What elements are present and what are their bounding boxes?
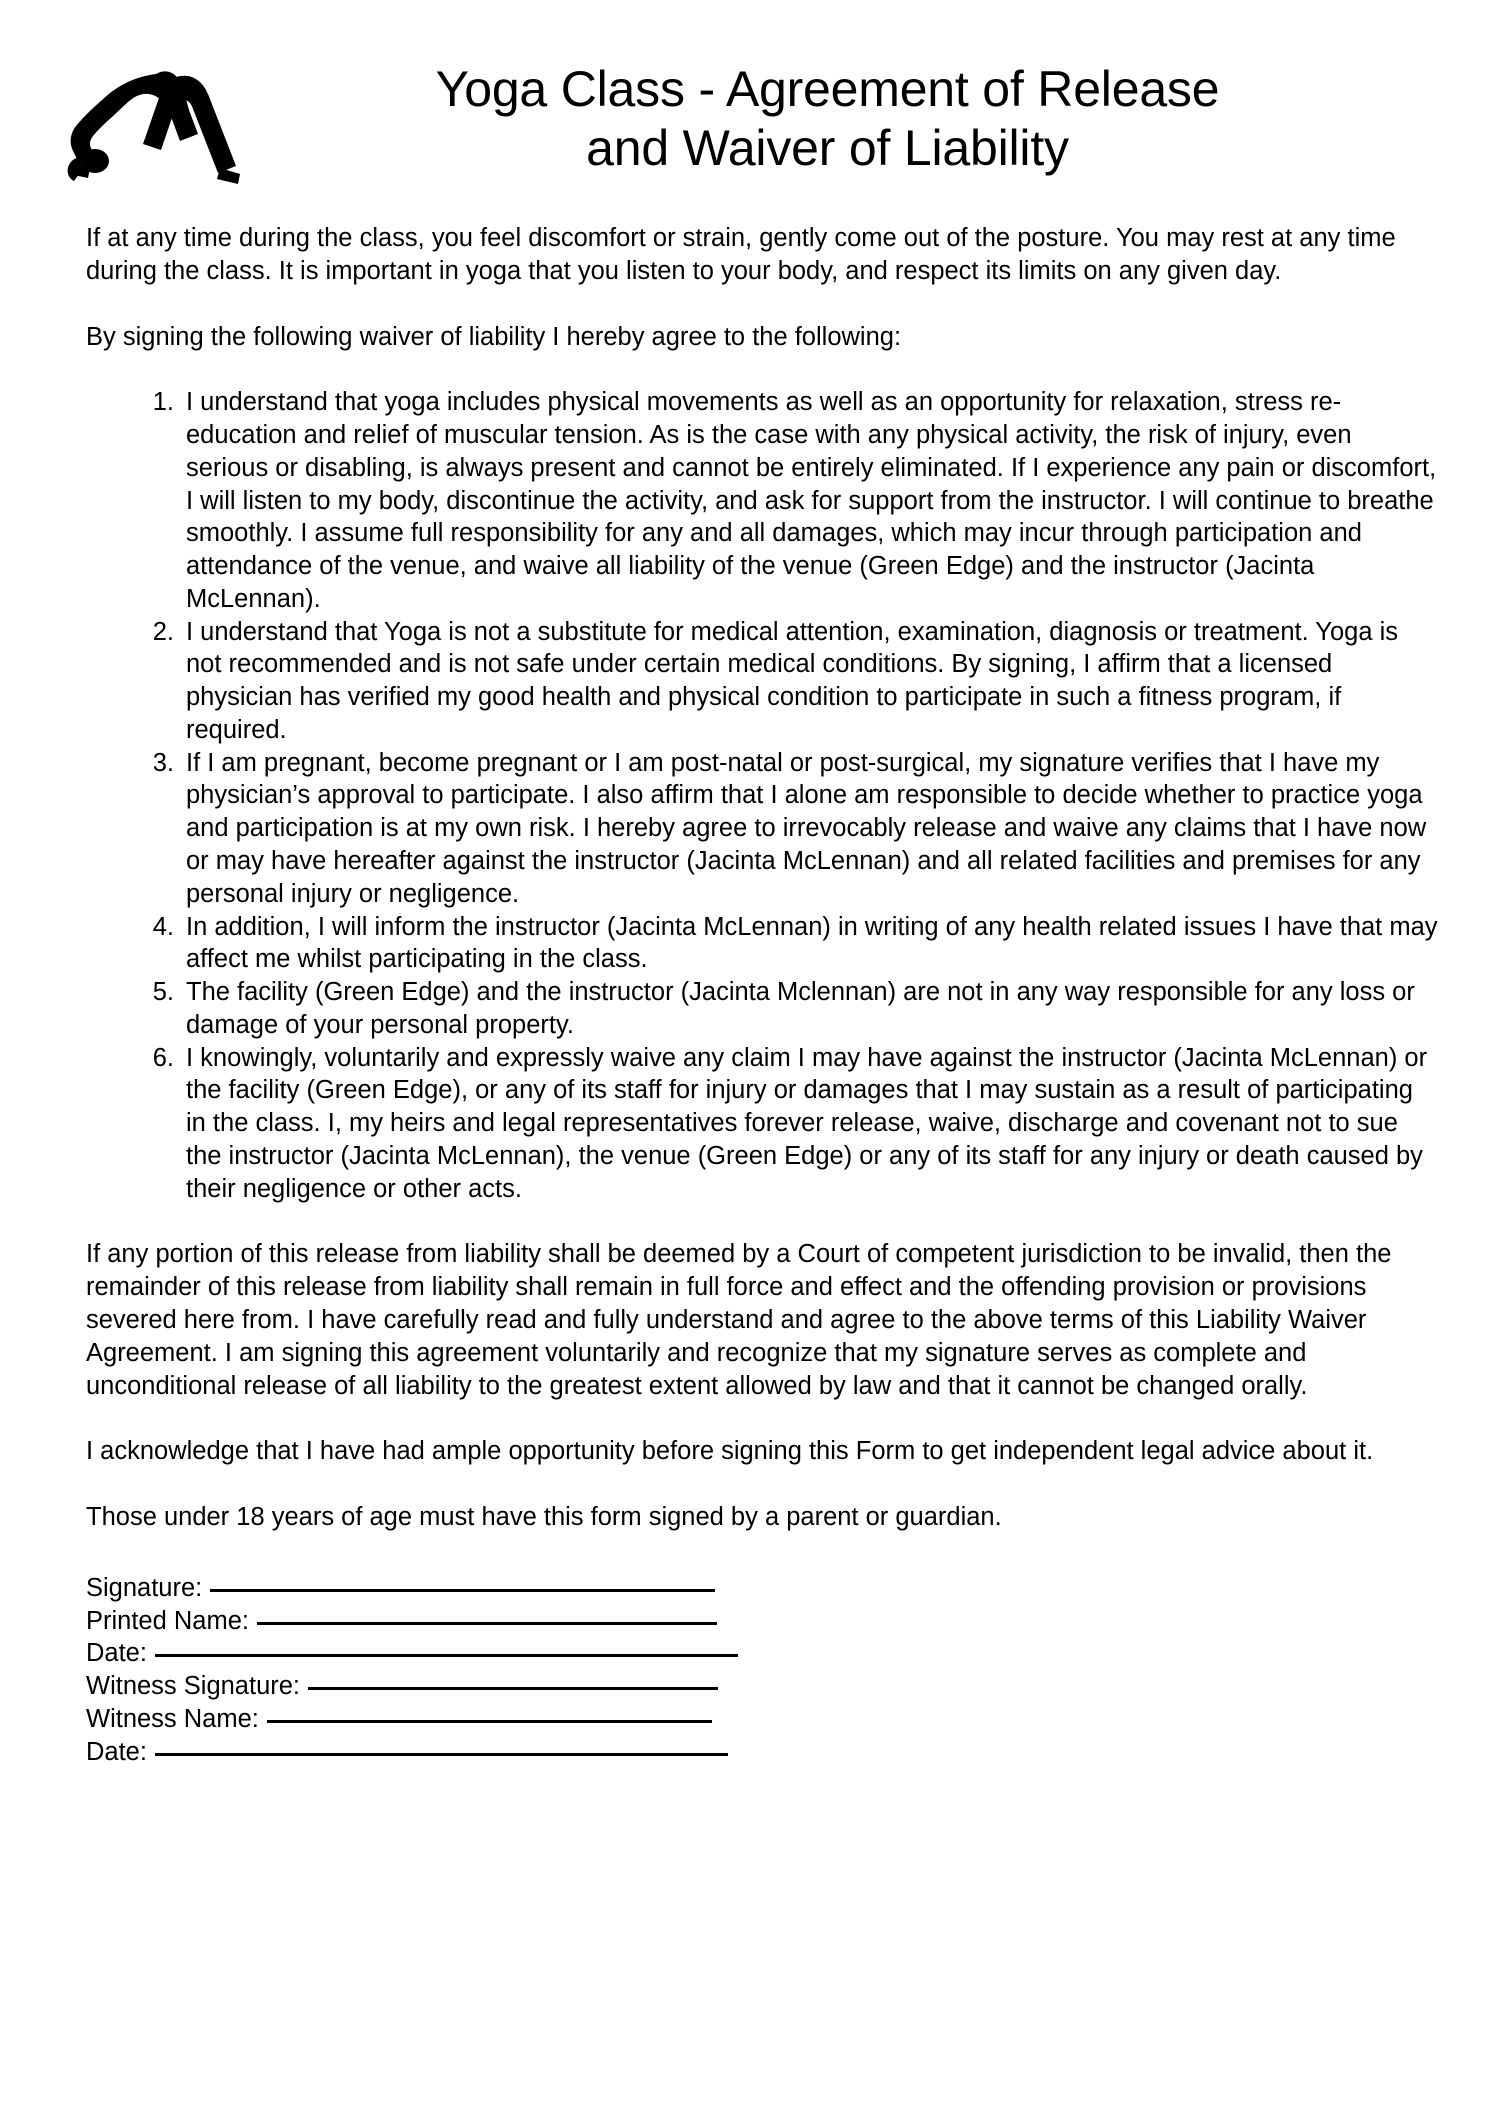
list-item: I understand that yoga includes physical movements as well as an opportunity for relaxation, stress re-education and relief of muscular tension. As is the case with any physical activity, the risk of injury, even serious or disabling, is always present and cannot be entirely eliminated. If I experience any pain or discomfort, I will listen to my body, discontinue the activity, and ask for support from the instructor. I will continue to breathe smoothly. I assume full responsibility for any and all damages, which may incur through participation and attendance of the venue, and waive all liability of the venue (Green Edge) and the instructor (Jacinta McLennan). xyxy=(186,388,1437,613)
signature-input-line[interactable] xyxy=(257,1622,717,1625)
page-title-line-1: Yoga Class - Agreement of Release xyxy=(435,61,1220,117)
signature-field-label: Date: xyxy=(86,1737,147,1766)
signature-field-printed-name xyxy=(86,1605,1438,1638)
signature-input-line[interactable] xyxy=(155,1753,728,1756)
signature-input-line[interactable] xyxy=(267,1720,712,1723)
spacer xyxy=(86,1402,1438,1435)
signature-field-label: Witness Signature: xyxy=(86,1672,301,1701)
signature-field-witness-signature xyxy=(86,1670,1438,1703)
closing-paragraph-3: Those under 18 years of age must have this form signed by a parent or guardian. xyxy=(86,1503,1002,1532)
spacer xyxy=(0,1534,1500,1572)
signature-input-line[interactable] xyxy=(210,1589,715,1592)
signature-field-label: Date: xyxy=(86,1639,147,1668)
closing-paragraph-1: If any portion of this release from liability shall be deemed by a Court of competent jurisdiction to be invalid, then the remainder of this release from liability shall remain in full force and effect and the offending provision or provisions severed here from. I have carefully read and fully understand and agree to the above terms of this Liability Waiver Agreement. I am signing this agreement voluntarily and recognize that my signature serves as complete and unconditional release of all liability to the greatest extent allowed by law and that it cannot be changed orally. xyxy=(86,1240,1392,1400)
spacer xyxy=(86,288,1438,321)
spacer xyxy=(86,1205,1438,1238)
list-item: I understand that Yoga is not a substitute for medical attention, examination, diagnosis or treatment. Yoga is not recommended and is not safe under certain medical conditions. By signing, I affirm that a licensed physician has verified my good health and physical condition to participate in such a fitness program, if required. xyxy=(186,617,1399,744)
closing-paragraph-2: I acknowledge that I have had ample opportunity before signing this Form to get independent legal advice about it. xyxy=(86,1437,1374,1466)
signature-input-line[interactable] xyxy=(308,1687,718,1690)
intro-paragraph-2: By signing the following waiver of liability I hereby agree to the following: xyxy=(86,322,902,351)
signature-field-label: Printed Name: xyxy=(86,1606,249,1635)
signature-field-date xyxy=(86,1637,1438,1670)
spacer xyxy=(86,194,1438,222)
signature-field-label: Signature: xyxy=(86,1573,203,1602)
document-body xyxy=(0,194,1500,1534)
page-title-line-2: and Waiver of Liability xyxy=(586,120,1069,176)
terms-list xyxy=(86,386,1438,1205)
list-item: If I am pregnant, become pregnant or I am post-natal or post-surgical, my signature verifies that I have my physician’s approval to participate. I also affirm that I alone am responsible to decide whether to practice yoga and participation is at my own risk. I hereby agree to irrevocably release and waive any claims that I have now or may have hereafter against the instructor (Jacinta McLennan) and all related facilities and premises for any personal injury or negligence. xyxy=(186,748,1427,908)
page-title xyxy=(245,60,1440,178)
list-item: I knowingly, voluntarily and expressly waive any claim I may have against the instructor (Jacinta McLennan) or the facility (Green Edge), or any of its staff for injury or damages that I may sustain as a result of participating in the class. I, my heirs and legal representatives forever release, waive, discharge and covenant not to sue the instructor (Jacinta McLennan), the venue (Green Edge) or any of its staff for any injury or death caused by their negligence or other acts. xyxy=(186,1043,1428,1203)
spacer xyxy=(86,353,1438,386)
signature-input-line[interactable] xyxy=(155,1654,738,1657)
list-item: The facility (Green Edge) and the instructor (Jacinta Mclennan) are not in any way responsible for any loss or damage of your personal property. xyxy=(186,978,1415,1039)
signature-field-label: Witness Name: xyxy=(86,1704,259,1733)
signature-field-witness-date xyxy=(86,1736,1438,1769)
signature-field-witness-name xyxy=(86,1703,1438,1736)
spacer xyxy=(86,1468,1438,1501)
intro-paragraph-1: If at any time during the class, you feel discomfort or strain, gently come out of the posture. You may rest at any time during the class. It is important in yoga that you listen to your body, and respect its limits on any given day. xyxy=(86,224,1396,285)
yoga-downward-dog-silhouette-icon xyxy=(60,62,245,187)
document-header xyxy=(0,0,1500,194)
list-item: In addition, I will inform the instructor (Jacinta McLennan) in writing of any health related issues I have that may affect me whilst participating in the class. xyxy=(186,912,1438,974)
signature-block xyxy=(0,1572,1500,1769)
signature-field-signature xyxy=(86,1572,1438,1605)
